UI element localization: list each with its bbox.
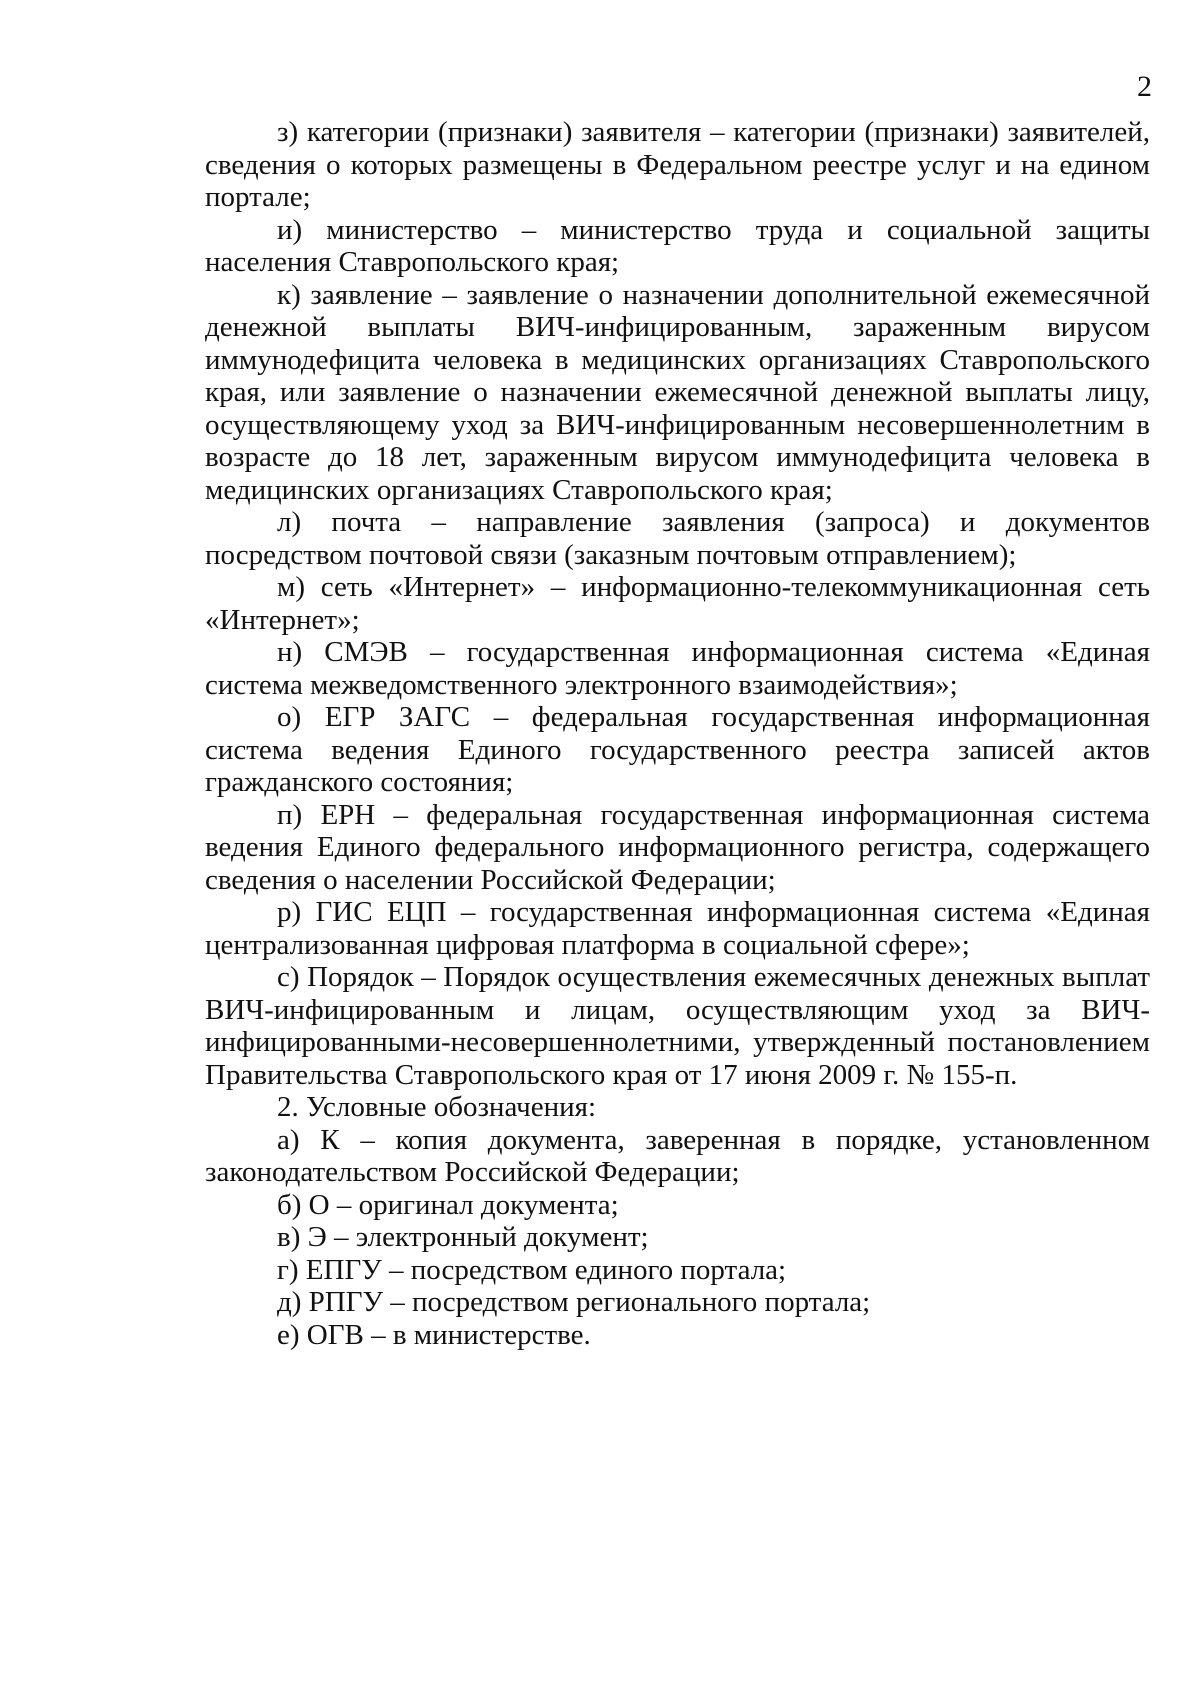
- paragraph-a-copy: а) К – копия документа, заверенная в порядке, установленном законодательством Российской Федерации;: [205, 1123, 1150, 1188]
- paragraph-o-egr-zags: о) ЕГР ЗАГС – федеральная государственная информационная система ведения Единого государственного реестра записей актов гражданского состояния;: [205, 701, 1150, 798]
- paragraph-p-ern: п) ЕРН – федеральная государственная информационная система ведения Единого федерального информационного регистра, содержащего сведения о населении Российской Федерации;: [205, 798, 1150, 896]
- paragraph-s-order: с) Порядок – Порядок осуществления ежемесячных денежных выплат ВИЧ-инфицированным и лицам, осуществляющим уход за ВИЧ-инфицированными-несовершеннолетними, утвержденный постановлением Правительства Ставропольского края от 17 июня 2009 г. № 155-п.: [205, 961, 1150, 1091]
- page-number: 2: [1137, 70, 1152, 103]
- paragraph-i-ministry: и) министерство – министерство труда и социальной защиты населения Ставропольского края;: [205, 213, 1150, 278]
- paragraph-m-internet: м) сеть «Интернет» – информационно-телекоммуникационная сеть «Интернет»;: [205, 571, 1150, 636]
- paragraph-k-application: к) заявление – заявление о назначении дополнительной ежемесячной денежной выплаты ВИЧ-инфицированным, зараженным вирусом иммунодефицита человека в медицинских организациях Ставропольского края, или заявление о назначении ежемесячной денежной выплаты лицу, осуществляющему уход за ВИЧ-инфицированным несовершеннолетним в возрасте до 18 лет, зараженным вирусом иммунодефицита человека в медицинских организациях Ставропольского края;: [205, 278, 1150, 506]
- paragraph-e-ogv: е) ОГВ – в министерстве.: [277, 1318, 591, 1351]
- paragraph-z-applicant-categories: з) категории (признаки) заявителя – категории (признаки) заявителей, сведения о которых размещены в Федеральном реестре услуг и на едином портале;: [205, 116, 1150, 213]
- paragraph-g-epgu: г) ЕПГУ – посредством единого портала;: [277, 1253, 787, 1286]
- paragraph-r-gis-ecp: р) ГИС ЕЦП – государственная информационная система «Единая централизованная цифровая платформа в социальной сфере»;: [205, 896, 1150, 961]
- section-2-heading: 2. Условные обозначения:: [277, 1091, 597, 1123]
- paragraph-l-post: л) почта – направление заявления (запроса) и документов посредством почтовой связи (заказным почтовым отправлением);: [205, 506, 1150, 571]
- paragraph-n-smev: н) СМЭВ – государственная информационная система «Единая система межведомственного электронного взаимодействия»;: [205, 636, 1150, 701]
- paragraph-b-original: б) О – оригинал документа;: [277, 1188, 619, 1221]
- paragraph-v-electronic: в) Э – электронный документ;: [277, 1221, 649, 1253]
- document-body: [205, 116, 1150, 1351]
- paragraph-d-rpgu: д) РПГУ – посредством регионального портала;: [277, 1286, 871, 1318]
